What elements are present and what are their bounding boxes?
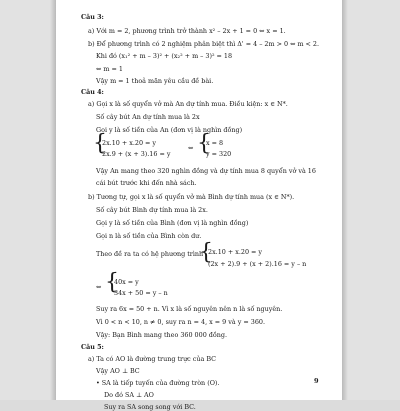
q4-b-conclusion: Vậy: Bạn Bình mang theo 360 000 đồng. (96, 331, 228, 339)
system2-row1: 2x.10 + x.20 = y (208, 248, 263, 256)
solution1-row1: x = 8 (206, 139, 224, 147)
question-5-title: Câu 5: (81, 343, 104, 351)
q4-b-line3: Gọi y là số tiền của Bình (đơn vị là nghìn đồng) (96, 219, 249, 227)
question-4-title: Câu 4: (81, 88, 104, 96)
q4-b-line2: Số cây bút Bình dự tính mua là 2x. (96, 206, 208, 214)
solution1-row2: y = 320 (206, 150, 232, 158)
equivalence-arrow: ⇔ (96, 283, 102, 291)
system-brace: { (199, 240, 213, 265)
q3-b-line2: Khi đó (x₁² + m – 3)² + (x₂² + m – 3)² = 18 (96, 52, 233, 60)
q4-a-conclusion-cont: cái bút trước khi đến nhà sách. (96, 179, 197, 187)
q3-b-line3: ⇔ m = 1 (96, 65, 123, 73)
q4-a-line2: Số cây bút An dự tính mua là 2x (96, 113, 200, 121)
solution-brace: { (197, 131, 211, 156)
system1-row1: 2x.10 + x.20 = y (102, 139, 157, 147)
page-number: 9 (314, 377, 319, 385)
q3-part-a: a) Với m = 2, phương trình trở thành x² – 2x + 1 = 0 ⇔ x = 1. (88, 27, 286, 35)
q4-b-line5: Theo đề ra ta có hệ phương trình (96, 250, 204, 258)
q5-a-line2: Vậy AO ⊥ BC (96, 367, 140, 375)
question-3-title: Câu 3: (81, 13, 104, 21)
q5-part-a: a) Ta có AO là đường trung trực của BC (88, 355, 217, 363)
system-brace: { (93, 131, 107, 156)
q4-part-b: b) Tương tự, gọi x là số quyển vở mà Bình dự tính mua (x ∈ N*). (88, 193, 295, 201)
system-brace: { (105, 270, 119, 295)
page-shadow-right (342, 0, 348, 400)
q5-a-line3: • SA là tiếp tuyến của đường tròn (O). (96, 379, 220, 387)
q4-b-line9: Vì 0 < n < 10, n ≠ 0, suy ra n = 4, x = 9 và y = 360. (96, 318, 265, 326)
document-page[interactable] (56, 0, 342, 411)
q5-a-line5: Suy ra SA song song với BC. (104, 403, 196, 411)
system2-row2: (2x + 2).9 + (x + 2).16 = y – n (208, 260, 307, 268)
q5-a-line4: Do đó SA ⊥ AO (104, 391, 154, 399)
system1-row2: 2x.9 + (x + 3).16 = y (102, 150, 171, 158)
system3-row1: 40x = y (114, 278, 139, 286)
q4-part-a: a) Gọi x là số quyển vở mà An dự tính mua. Điều kiện: x ∈ N*. (88, 100, 288, 108)
q4-b-line4: Gọi n là số tiền của Bình còn dư. (96, 232, 202, 240)
system3-row2: 34x + 50 = y – n (114, 289, 168, 297)
q4-b-line8: Suy ra 6x = 50 + n. Vì x là số nguyên nên n là số nguyên. (96, 305, 283, 313)
q4-a-line3: Gọi y là số tiền của An (đơn vị là nghìn đồng) (96, 126, 243, 134)
q4-a-conclusion: Vậy An mang theo 320 nghìn đồng và dự tính mua 8 quyển vở và 16 (96, 167, 316, 175)
q3-b-line4: Vậy m = 1 thoả mãn yêu cầu đề bài. (96, 77, 214, 85)
equivalence-arrow: ⇔ (188, 144, 194, 152)
q3-part-b: b) Để phương trình có 2 nghiệm phân biệt thì Δ' = 4 – 2m > 0 ⇔ m < 2. (88, 40, 320, 48)
